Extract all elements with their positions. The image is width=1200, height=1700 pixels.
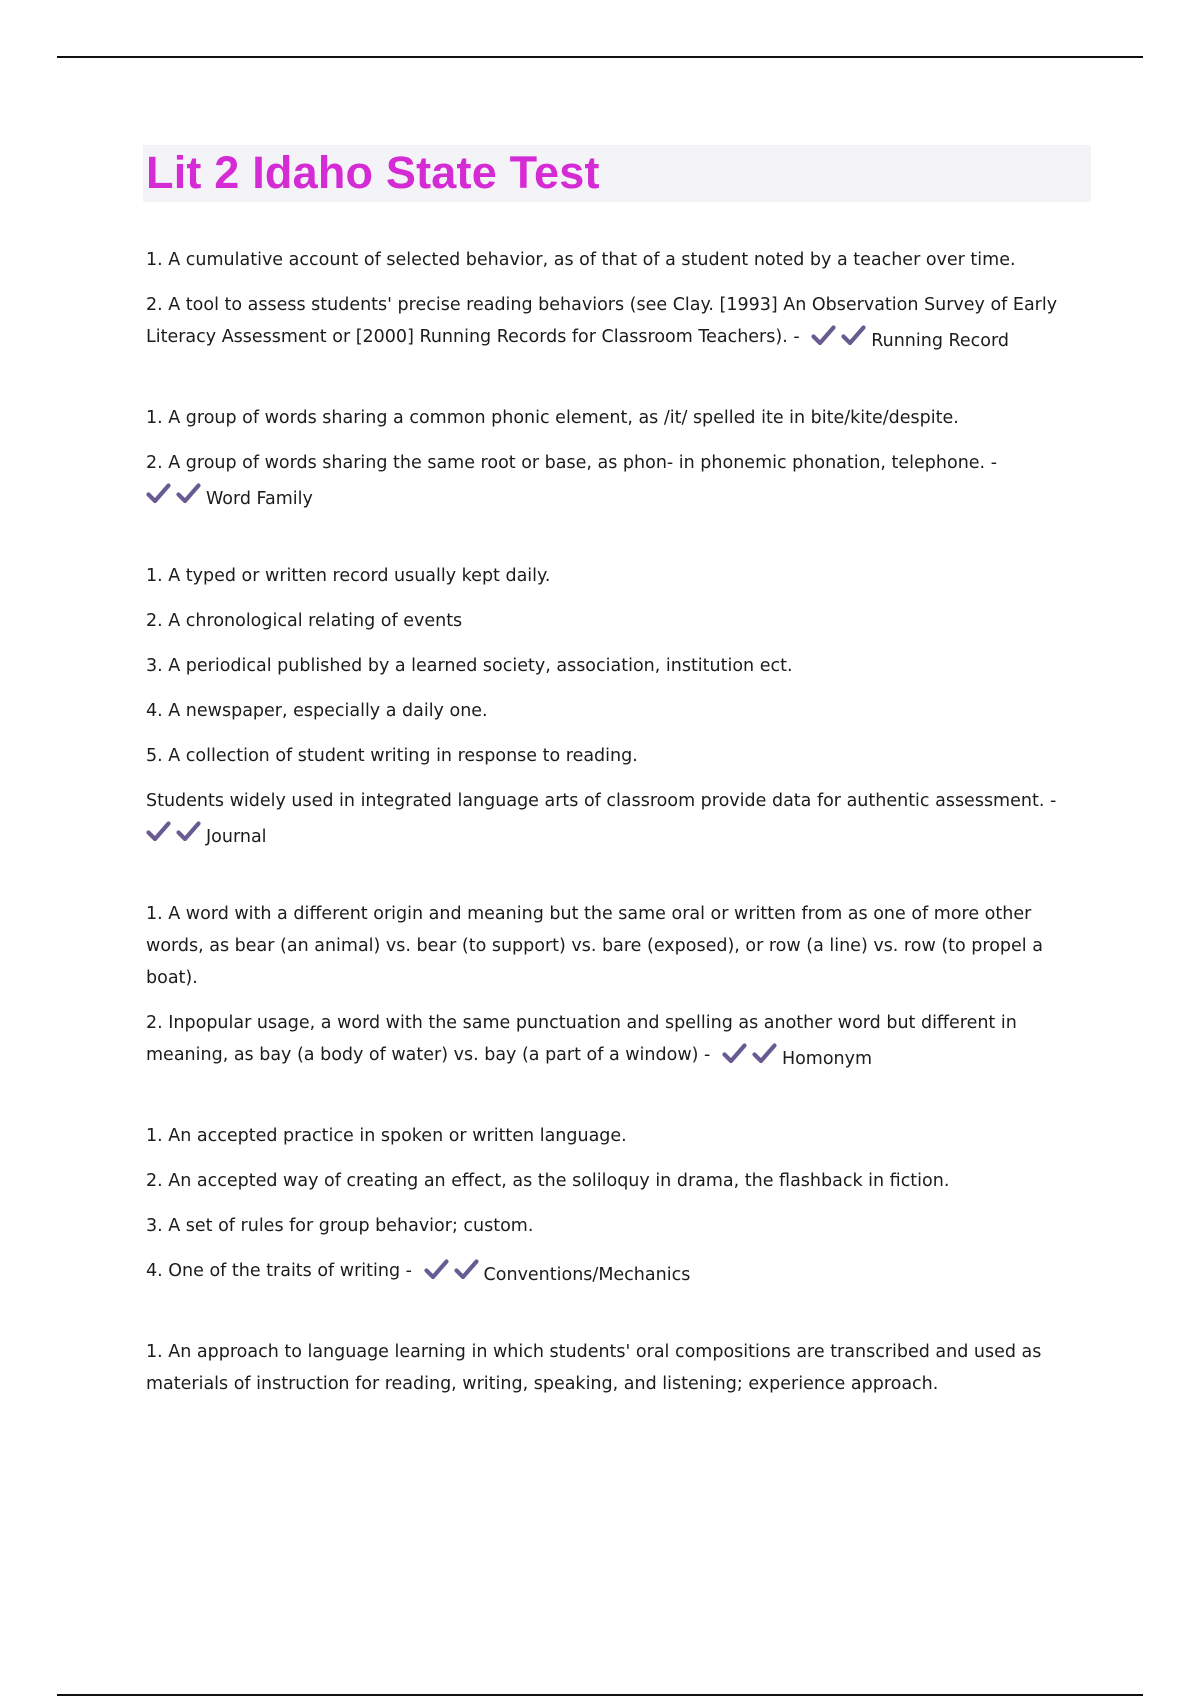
definition-text: 3. A periodical published by a learned society, association, institution ect. — [146, 656, 793, 676]
checkmark-icon — [146, 483, 171, 504]
answer-text: Conventions/Mechanics — [483, 1265, 691, 1285]
bottom-rule — [57, 1694, 1143, 1696]
definition-line — [146, 447, 1076, 515]
answer-text: Word Family — [206, 489, 313, 509]
flashcard — [146, 560, 1076, 853]
flashcard — [146, 1120, 1076, 1291]
definition-line — [146, 560, 1076, 592]
checkmark-icon — [811, 325, 836, 346]
definition-text: 4. One of the traits of writing — [146, 1261, 401, 1281]
definition-text: Students widely used in integrated language arts of classroom provide data for authentic assessment. — [146, 791, 1045, 811]
checkmark-icon — [752, 1043, 777, 1064]
definition-text: 3. A set of rules for group behavior; custom. — [146, 1216, 534, 1236]
definition-text: 5. A collection of student writing in response to reading. — [146, 746, 638, 766]
answer-separator: - — [400, 1261, 412, 1281]
top-rule — [57, 56, 1143, 58]
definition-line — [146, 605, 1076, 637]
definition-line — [146, 1007, 1076, 1075]
definition-line — [146, 898, 1076, 994]
answer-marker — [424, 1259, 691, 1291]
checkmark-icon — [841, 325, 866, 346]
answer-text: Homonym — [781, 1049, 873, 1069]
flashcard — [146, 1336, 1076, 1400]
answer-text: Running Record — [871, 331, 1009, 351]
definition-line — [146, 1165, 1076, 1197]
definition-text: 1. A cumulative account of selected behavior, as of that of a student noted by a teacher over time. — [146, 250, 1016, 270]
definition-line — [146, 1336, 1076, 1400]
definition-text: 1. An accepted practice in spoken or written language. — [146, 1126, 627, 1146]
answer-marker — [811, 325, 1009, 357]
answer-separator: - — [787, 327, 800, 347]
checkmark-icon — [424, 1259, 449, 1280]
answer-text: Journal — [206, 827, 267, 847]
definition-text: 1. A typed or written record usually kept daily. — [146, 566, 551, 586]
definition-text: 1. A group of words sharing a common phonic element, as /it/ spelled ite in bite/kite/despite. — [146, 408, 959, 428]
definition-text: 4. A newspaper, especially a daily one. — [146, 701, 488, 721]
definition-text: 2. A chronological relating of events — [146, 611, 463, 631]
definition-line — [146, 785, 1076, 853]
definition-text: 2. Inpopular usage, a word with the same punctuation and spelling as another word but different in meaning, as bay (a body of water) vs. bay (a part of a window) — [146, 1013, 1017, 1065]
definition-text: 1. A word with a different origin and meaning but the same oral or written from as one of more other words, as bear (an animal) vs. bear (to support) vs. bare (exposed), or row (a line) vs. row (to propel a boat). — [146, 904, 1043, 988]
definition-line — [146, 740, 1076, 772]
definition-line — [146, 289, 1076, 357]
definition-line — [146, 695, 1076, 727]
flashcard-list — [146, 244, 1076, 1445]
flashcard — [146, 898, 1076, 1075]
definition-text: 1. An approach to language learning in which students' oral compositions are transcribed and used as materials of instruction for reading, writing, speaking, and listening; experience approach. — [146, 1342, 1042, 1394]
definition-line — [146, 244, 1076, 276]
definition-line — [146, 1120, 1076, 1152]
flashcard — [146, 244, 1076, 357]
definition-text: 2. A group of words sharing the same root or base, as phon- in phonemic phonation, telephone. — [146, 453, 986, 473]
answer-separator: - — [985, 453, 998, 473]
checkmark-icon — [454, 1259, 479, 1280]
definition-text: 2. A tool to assess students' precise reading behaviors (see Clay. [1993] An Observation Survey of Early Literacy Assessment or [2000] Running Records for Classroom Teachers). — [146, 295, 1058, 347]
answer-separator: - — [1044, 791, 1057, 811]
definition-line — [146, 650, 1076, 682]
page-title: Lit 2 Idaho State Test — [146, 147, 600, 198]
definition-text: 2. An accepted way of creating an effect, as the soliloquy in drama, the flashback in fiction. — [146, 1171, 950, 1191]
flashcard — [146, 402, 1076, 515]
answer-marker — [146, 483, 313, 515]
definition-line — [146, 1210, 1076, 1242]
answer-marker — [146, 821, 267, 853]
checkmark-icon — [722, 1043, 747, 1064]
checkmark-icon — [176, 821, 201, 842]
answer-marker — [722, 1043, 872, 1075]
definition-line — [146, 1255, 1076, 1291]
checkmark-icon — [146, 821, 171, 842]
answer-separator: - — [698, 1045, 711, 1065]
checkmark-icon — [176, 483, 201, 504]
definition-line — [146, 402, 1076, 434]
